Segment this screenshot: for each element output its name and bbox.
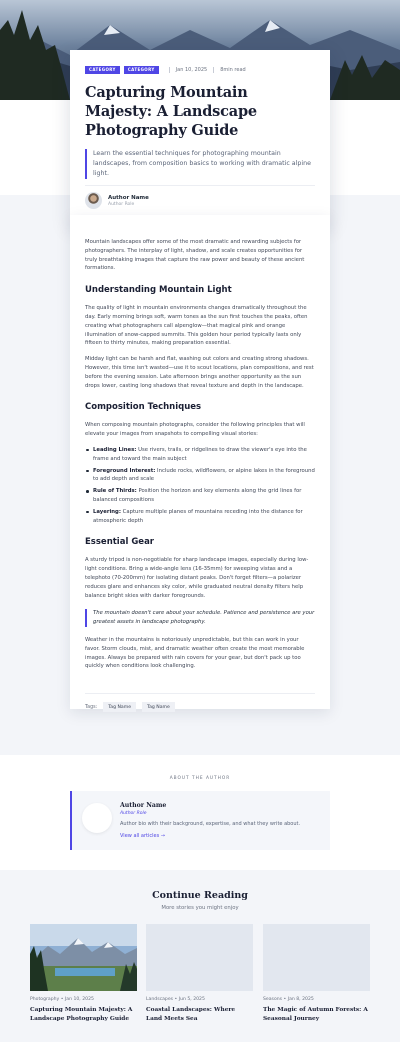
paragraph: A sturdy tripod is non-negotiable for sharp landscape images, especially during low-light conditions. Bring a wide-angle lens (16-35mm) for sweeping vistas and a telephoto (70-200mm) for isolating distant peaks. Don't forget filters—a polarizer reduces glare and enhances sky color, while graduated neutral density filters help balance bright skies with darker foregrounds.: [85, 557, 309, 599]
related-card[interactable]: [146, 924, 253, 1023]
section-heading: Composition Techniques: [85, 402, 202, 413]
list-item: Foreground Interest: Include rocks, wildflowers, or alpine lakes in the foreground to add depth and scale: [85, 467, 315, 485]
section-heading: Essential Gear: [85, 537, 154, 548]
tag-chip[interactable]: Tag Name: [103, 702, 136, 712]
tag-chip[interactable]: Tag Name: [142, 702, 175, 712]
paragraph: Mountain landscapes offer some of the most dramatic and rewarding subjects for photographers. The interplay of light, shadow, and scale creates opportunities for truly breathtaking images that capture the raw power and beauty of these ancient formations.: [85, 239, 305, 272]
avatar[interactable]: [82, 803, 112, 833]
divider: [85, 693, 315, 694]
section-heading: Understanding Mountain Light: [85, 285, 232, 296]
author-byline[interactable]: [85, 192, 315, 209]
list-item: Layering: Capture multiple planes of mountains receding into the distance for atmospheric depth: [85, 508, 315, 526]
category-badge[interactable]: CATEGORY: [124, 66, 159, 74]
paragraph: Weather in the mountains is notoriously unpredictable, but this can work in your favor. Storm clouds, mist, and dramatic weather often create the most memorable images. Always be prepared with rain covers for your gear, but don't pack up too quickly when conditions look challenging.: [85, 636, 305, 670]
author-bio-box: [70, 791, 330, 850]
article-title: Capturing Mountain Majesty: A Landscape Photography Guide: [85, 84, 257, 139]
category-badge[interactable]: CATEGORY: [85, 66, 120, 74]
article-meta: [85, 66, 315, 74]
about-author-label: ABOUT THE AUTHOR: [169, 776, 231, 781]
view-all-articles-link[interactable]: View all articles →: [120, 833, 165, 839]
list-item: Leading Lines: Use rivers, trails, or ridgelines to draw the viewer's eye into the frame and toward the main subject: [85, 446, 315, 464]
tags-row: [85, 702, 315, 712]
paragraph: Midday light can be harsh and flat, washing out colors and creating strong shadows. However, this time isn't wasted—use it to scout locations, plan compositions, and rest before the evening session. Late afternoon brings another opportunity as the sun drops lower, casting long shadows that reveal texture and depth in the landscape.: [85, 356, 314, 389]
related-card-meta: Landscapes • Jun 5, 2025: [146, 997, 205, 1002]
related-card-title[interactable]: Capturing Mountain Majesty: A Landscape Photography Guide: [30, 1007, 133, 1022]
article-body-card: [70, 215, 330, 709]
read-time: 8min read: [220, 67, 246, 73]
pull-quote: The mountain doesn't care about your schedule. Patience and persistence are your greatest assets in landscape photography.: [85, 609, 315, 627]
author-name[interactable]: Author Name: [120, 802, 167, 809]
author-name[interactable]: Author Name: [108, 194, 149, 201]
mountain-lake-image: [30, 924, 137, 991]
author-role: Author Role: [108, 201, 135, 207]
publish-date: Jan 10, 2025: [175, 67, 208, 73]
related-card-title[interactable]: Coastal Landscapes: Where Land Meets Sea: [146, 1007, 236, 1022]
author-bio: Author bio with their background, expertise, and what they write about.: [120, 821, 301, 827]
avatar[interactable]: [85, 192, 102, 209]
related-title: Continue Reading: [152, 890, 248, 901]
meta-divider: [213, 67, 214, 73]
author-role: Author Role: [120, 811, 147, 816]
technique-list: [85, 446, 315, 525]
related-card[interactable]: [263, 924, 370, 1023]
related-card[interactable]: [30, 924, 137, 1023]
related-card-image[interactable]: [263, 924, 370, 991]
paragraph: The quality of light in mountain environments changes dramatically throughout the day. Early morning brings soft, warm tones as the sun first touches the peaks, often creating what photographers call alpenglow—that magical pink and orange illumination of snow-capped summits. This golden hour period typically lasts only fifteen to thirty minutes, making preparation essential.: [85, 305, 308, 347]
related-card-meta: Photography • Jan 10, 2025: [30, 997, 94, 1002]
article-intro: Learn the essential techniques for photographing mountain landscapes, from composition basics to working with dramatic alpine light.: [85, 149, 315, 179]
related-card-image[interactable]: [146, 924, 253, 991]
related-card-title[interactable]: The Magic of Autumn Forests: A Seasonal Journey: [263, 1007, 368, 1022]
list-item: Rule of Thirds: Position the horizon and key elements along the grid lines for balanced compositions: [85, 487, 315, 505]
article-header-card: [70, 50, 330, 223]
divider: [85, 185, 315, 186]
meta-divider: [169, 67, 170, 73]
paragraph: When composing mountain photographs, consider the following principles that will elevate your images from snapshots to compelling visual stories:: [85, 422, 305, 438]
tags-label: Tags:: [85, 704, 98, 710]
related-card-meta: Seasons • Jan 8, 2025: [263, 997, 314, 1002]
related-subtitle: More stories you might enjoy: [161, 905, 239, 911]
related-card-image[interactable]: [30, 924, 137, 991]
